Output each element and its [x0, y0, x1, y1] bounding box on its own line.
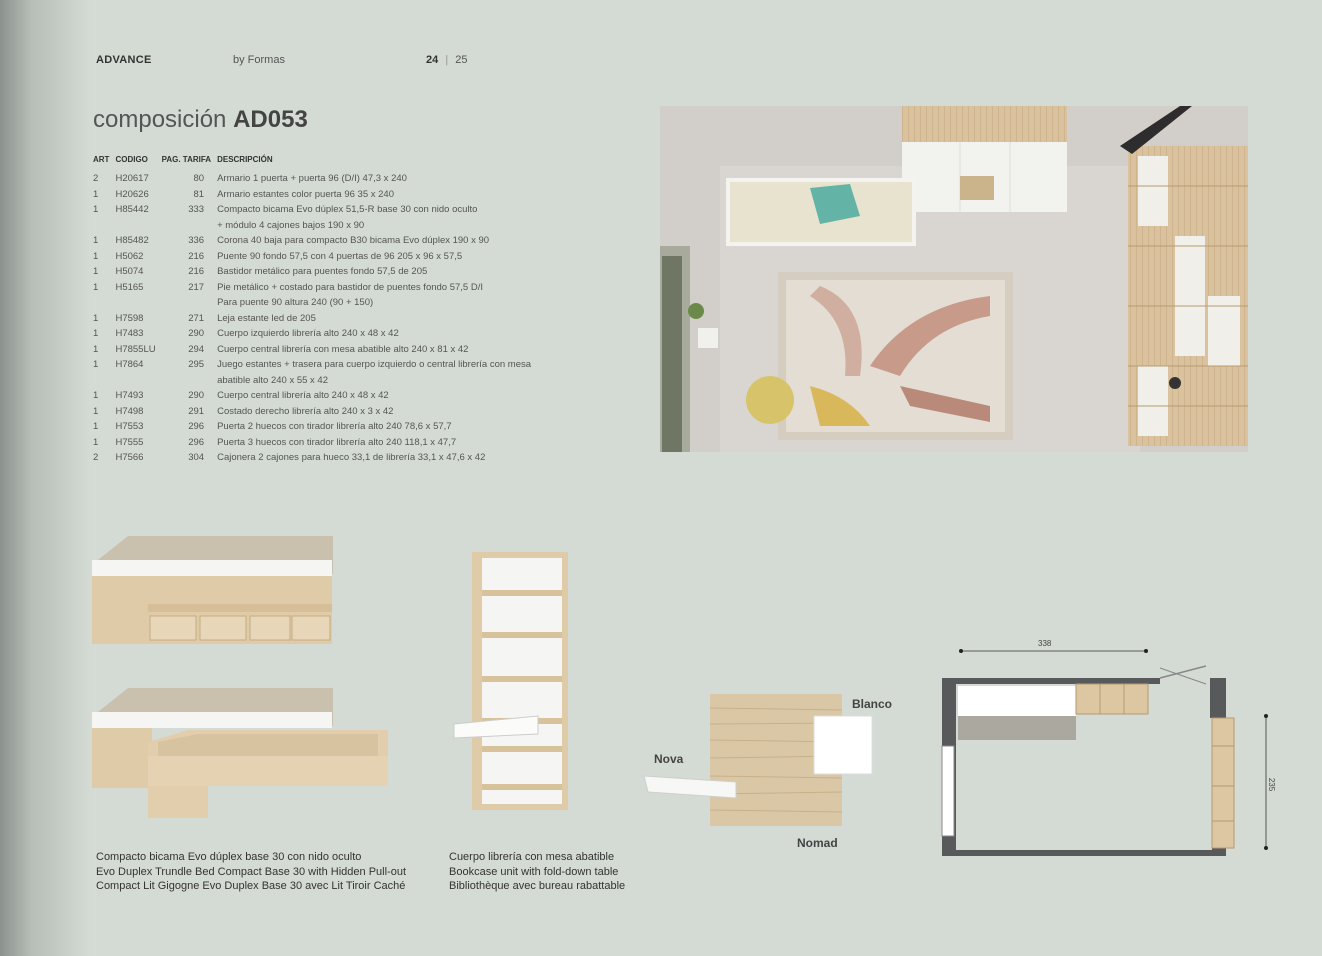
page-right: 25	[455, 54, 468, 66]
cell-art: 1	[93, 343, 99, 355]
cell-codigo: H20626	[115, 188, 149, 200]
cell-descripcion: abatible alto 240 x 55 x 42	[217, 374, 328, 386]
table-row	[90, 375, 534, 391]
cell-descripcion: Puerta 3 huecos con tirador librería alto 240 118,1 x 47,7	[217, 436, 457, 448]
table-row	[90, 344, 534, 360]
cell-art	[90, 297, 112, 313]
swatch-label-blanco: Blanco	[852, 697, 893, 711]
cell-art: 1	[93, 281, 99, 293]
cell-descripcion: Puente 90 fondo 57,5 con 4 puertas de 96 205 x 96 x 57,5	[217, 250, 463, 262]
title-prefix: composición	[93, 106, 227, 133]
table-header-row	[90, 155, 534, 173]
column-header-codigo: CODIGO	[115, 155, 148, 164]
cell-pag-tarifa: 80	[193, 173, 205, 184]
table-row	[90, 328, 534, 344]
cell-art: 1	[93, 250, 99, 262]
table-row	[90, 297, 534, 313]
cell-art	[90, 220, 112, 236]
cell-descripcion: Cuerpo central librería alto 240 x 48 x 42	[217, 390, 389, 401]
cell-art: 1	[93, 359, 99, 370]
cell-descripcion: Puerta 2 huecos con tirador librería alto 240 78,6 x 57,7	[217, 421, 452, 432]
cell-descripcion: Cuerpo izquierdo librería alto 240 x 48 x 42	[217, 328, 399, 339]
cell-art: 1	[93, 204, 99, 215]
table-row	[90, 421, 534, 437]
cell-codigo: H85482	[115, 235, 149, 246]
cell-descripcion: Armario 1 puerta + puerta 96 (D/I) 47,3 x 240	[217, 173, 407, 184]
cell-pag-tarifa: 290	[188, 390, 205, 401]
page-title	[93, 106, 308, 134]
cell-codigo	[112, 375, 158, 391]
cell-pag-tarifa	[159, 220, 214, 236]
table-row	[90, 251, 534, 267]
cell-pag-tarifa: 296	[188, 436, 205, 448]
cell-pag-tarifa: 294	[188, 343, 205, 355]
components-table	[90, 155, 534, 468]
cell-codigo: H7483	[115, 328, 144, 339]
table-row	[90, 173, 534, 189]
plan-depth-label: 235	[1267, 777, 1277, 792]
cell-codigo: H85442	[115, 204, 149, 215]
table-row	[90, 390, 534, 406]
cell-pag-tarifa: 216	[188, 250, 205, 262]
cell-art	[90, 375, 112, 391]
column-header-pag-tarifa: PAG. TARIFA	[161, 155, 212, 164]
swatch-label-nomad: Nomad	[797, 836, 838, 850]
cell-art: 1	[93, 405, 99, 417]
cell-codigo	[112, 297, 158, 313]
bed-caption-en: Evo Duplex Trundle Bed Compact Base 30 with Hidden Pull-out	[96, 865, 407, 878]
cell-descripcion: Pie metálico + costado para bastidor de puentes fondo 57,5 D/I	[217, 281, 483, 293]
table-row	[90, 235, 534, 251]
cell-pag-tarifa: 296	[188, 421, 205, 432]
cell-pag-tarifa	[159, 375, 214, 391]
bed-caption-es: Compacto bicama Evo dúplex base 30 con nido oculto	[96, 851, 362, 863]
brand-name: ADVANCE	[96, 54, 152, 66]
plan-width-label: 338	[1038, 639, 1052, 648]
cell-descripcion: Cuerpo central librería con mesa abatible alto 240 x 81 x 42	[217, 343, 469, 355]
cell-pag-tarifa: 333	[188, 204, 205, 215]
bookcase-caption-fr: Bibliothèque avec bureau rabattable	[449, 880, 626, 892]
table-row	[90, 189, 534, 205]
table-row	[90, 266, 534, 282]
cell-codigo: H5062	[115, 250, 144, 262]
cell-art: 1	[93, 312, 99, 324]
table-row	[90, 220, 534, 236]
page-numbers	[426, 54, 467, 66]
cell-codigo: H5074	[115, 266, 144, 277]
cell-pag-tarifa: 290	[188, 328, 205, 339]
cell-descripcion: Cajonera 2 cajones para hueco 33,1 de librería 33,1 x 47,6 x 42	[217, 452, 486, 463]
bed-open-illustration	[88, 682, 398, 818]
bookcase-caption-es: Cuerpo librería con mesa abatible	[449, 851, 615, 863]
room-photo-illustration	[660, 106, 1248, 452]
cell-codigo: H20617	[115, 173, 149, 184]
cell-pag-tarifa: 304	[188, 452, 205, 463]
cell-descripcion: Juego estantes + trasera para cuerpo izquierdo o central librería con mesa	[217, 359, 532, 370]
cell-codigo: H7555	[115, 436, 144, 448]
bed-caption	[96, 850, 406, 894]
cell-art: 1	[93, 421, 99, 432]
cell-descripcion: Para puente 90 altura 240 (90 + 150)	[217, 297, 374, 308]
bookcase-caption-en: Bookcase unit with fold-down table	[449, 865, 619, 878]
cell-codigo: H7855LU	[115, 343, 156, 355]
cell-art: 1	[93, 436, 99, 448]
cell-pag-tarifa: 336	[188, 235, 205, 246]
cell-codigo: H7498	[115, 405, 144, 417]
table-row	[90, 282, 534, 298]
cell-codigo: H7493	[115, 390, 144, 401]
cell-descripcion: Corona 40 baja para compacto B30 bicama Evo dúplex 190 x 90	[217, 235, 490, 246]
room-photo	[660, 106, 1248, 452]
cell-descripcion: Leja estante led de 205	[217, 312, 316, 324]
cell-codigo	[112, 220, 158, 236]
byline: by Formas	[233, 54, 285, 66]
book-spine-shadow	[0, 0, 90, 956]
bookcase-caption	[449, 850, 625, 894]
page-left: 24	[426, 54, 439, 66]
cell-pag-tarifa: 291	[188, 405, 205, 417]
cell-codigo: H7864	[115, 359, 144, 370]
table-row	[90, 437, 534, 453]
cell-descripcion: Compacto bicama Evo dúplex 51,5-R base 30 con nido oculto	[217, 204, 478, 215]
cell-codigo: H7566	[115, 452, 144, 463]
table-row	[90, 313, 534, 329]
bookcase-illustration	[452, 548, 574, 814]
cell-descripcion: + módulo 4 cajones bajos 190 x 90	[217, 219, 365, 231]
cell-pag-tarifa	[159, 297, 214, 313]
table-body	[90, 173, 534, 468]
cell-pag-tarifa: 271	[188, 312, 205, 324]
cell-art: 2	[93, 173, 99, 184]
cell-codigo: H7553	[115, 421, 144, 432]
cell-descripcion: Bastidor metálico para puentes fondo 57,5 de 205	[217, 266, 428, 277]
table-row	[90, 452, 534, 468]
table-row	[90, 406, 534, 422]
cell-art: 1	[93, 390, 99, 401]
cell-pag-tarifa: 216	[188, 266, 205, 277]
swatch-label-nova: Nova	[654, 752, 684, 766]
cell-pag-tarifa: 81	[193, 188, 205, 200]
cell-pag-tarifa: 217	[188, 281, 205, 293]
cell-descripcion: Armario estantes color puerta 96 35 x 240	[217, 188, 394, 200]
cell-codigo: H7598	[115, 312, 144, 324]
floor-plan	[930, 636, 1290, 862]
cell-descripcion: Costado derecho librería alto 240 x 3 x 42	[217, 405, 394, 417]
page-separator: |	[445, 54, 449, 66]
cell-art: 1	[93, 235, 99, 246]
cell-codigo: H5165	[115, 281, 144, 293]
cell-art: 1	[93, 328, 99, 339]
column-header-descripcion: DESCRIPCIÓN	[217, 155, 273, 164]
table-row	[90, 204, 534, 220]
cell-pag-tarifa: 295	[188, 359, 205, 370]
table-row	[90, 359, 534, 375]
composition-code: AD053	[233, 106, 308, 133]
bed-closed-illustration	[88, 530, 338, 658]
cell-art: 2	[93, 452, 99, 463]
bed-caption-fr: Compact Lit Gigogne Evo Duplex Base 30 avec Lit Tiroir Caché	[96, 880, 406, 892]
cell-art: 1	[93, 188, 99, 200]
column-header-art: ART	[93, 155, 110, 164]
cell-art: 1	[93, 266, 99, 277]
